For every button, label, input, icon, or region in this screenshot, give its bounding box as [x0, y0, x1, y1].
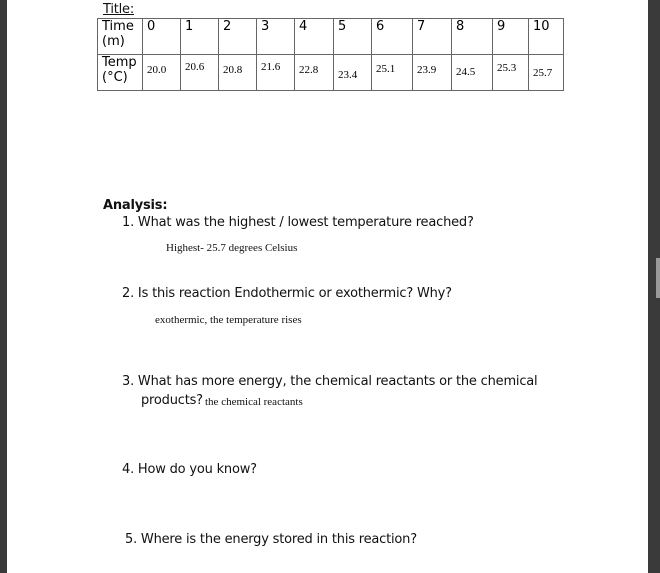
temp-cell: 25.3 [493, 55, 529, 91]
title-label: Title: [103, 2, 135, 17]
time-cell: 6 [372, 19, 413, 55]
question-3: 3. What has more energy, the chemical reactants or the chemical [122, 374, 538, 389]
time-cell: 4 [295, 19, 334, 55]
temp-cell: 20.6 [181, 55, 219, 91]
time-cell: 2 [219, 19, 257, 55]
temp-cell: 23.9 [413, 55, 452, 91]
question-3-cont: products? [141, 393, 203, 408]
temp-cell: 22.8 [295, 55, 334, 91]
scrollbar-thumb[interactable] [656, 258, 660, 298]
question-2: 2. Is this reaction Endothermic or exothermic? Why? [122, 286, 452, 301]
time-cell: 0 [143, 19, 181, 55]
time-cell: 5 [334, 19, 372, 55]
answer-2: exothermic, the temperature rises [155, 314, 302, 326]
temp-cell: 24.5 [452, 55, 493, 91]
question-4: 4. How do you know? [122, 462, 257, 477]
data-table [97, 18, 564, 91]
answer-3: the chemical reactants [205, 396, 303, 408]
temp-cell: 25.1 [372, 55, 413, 91]
scrollbar[interactable] [648, 0, 660, 573]
row-header-time: Time (m) [98, 19, 143, 55]
question-1: 1. What was the highest / lowest temperature reached? [122, 215, 474, 230]
document-page [7, 0, 648, 573]
table-row-time [98, 19, 564, 55]
temp-cell: 20.8 [219, 55, 257, 91]
time-cell: 9 [493, 19, 529, 55]
temp-cell: 25.7 [529, 55, 564, 91]
time-cell: 3 [257, 19, 295, 55]
temp-cell: 20.0 [143, 55, 181, 91]
answer-1: Highest- 25.7 degrees Celsius [166, 242, 298, 254]
table-row-temp [98, 55, 564, 91]
temp-cell: 23.4 [334, 55, 372, 91]
analysis-heading: Analysis: [103, 198, 168, 213]
temp-cell: 21.6 [257, 55, 295, 91]
time-cell: 10 [529, 19, 564, 55]
time-cell: 8 [452, 19, 493, 55]
time-cell: 1 [181, 19, 219, 55]
time-cell: 7 [413, 19, 452, 55]
row-header-temp: Temp (°C) [98, 55, 143, 91]
question-5: 5. Where is the energy stored in this reaction? [125, 532, 417, 547]
